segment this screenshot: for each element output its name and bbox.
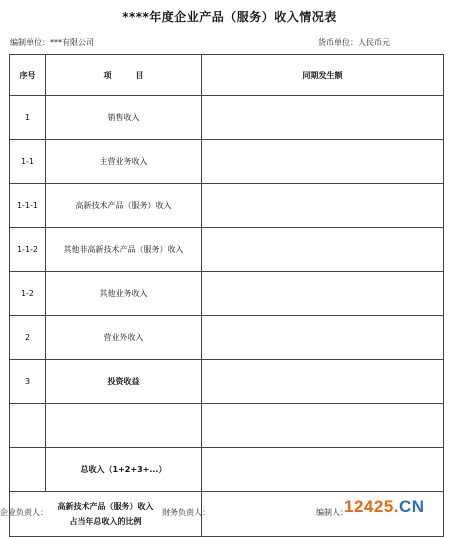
- row-seq: 1-1: [10, 140, 46, 184]
- site-watermark: [344, 497, 425, 517]
- row-item: 高新技术产品（服务）收入: [46, 184, 202, 228]
- table-row: [10, 360, 444, 404]
- ratio-label-line1: 高新技术产品（服务）收入: [57, 502, 154, 511]
- watermark-dot: .: [393, 497, 400, 516]
- document-title: ****年度企业产品（服务）收入情况表: [122, 10, 337, 24]
- watermark-suffix: CN: [399, 497, 425, 516]
- table-row: [10, 316, 444, 360]
- table-row: [10, 228, 444, 272]
- row-seq: 1: [10, 96, 46, 140]
- row-item: 销售收入: [46, 96, 202, 140]
- row-item: 总收入（1+2+3+...）: [46, 448, 202, 492]
- row-value[interactable]: [202, 228, 444, 272]
- row-value[interactable]: [202, 404, 444, 448]
- ratio-label-line2: 占当年总收入的比例: [69, 517, 142, 526]
- preparer-label: 编制人：: [316, 508, 348, 517]
- row-seq: 2: [10, 316, 46, 360]
- income-table: [9, 54, 444, 537]
- row-value[interactable]: [202, 360, 444, 404]
- table-row: [10, 448, 444, 492]
- row-item: 营业外收入: [46, 316, 202, 360]
- row-value[interactable]: [202, 140, 444, 184]
- row-value[interactable]: [202, 96, 444, 140]
- table-row: [10, 96, 444, 140]
- row-value[interactable]: [202, 184, 444, 228]
- row-item: 其他非高新技术产品（服务）收入: [46, 228, 202, 272]
- row-item: 投资收益: [46, 360, 202, 404]
- header-seq: 序号: [10, 55, 46, 96]
- row-item: 主营业务收入: [46, 140, 202, 184]
- row-value[interactable]: [202, 316, 444, 360]
- row-item: 其他业务收入: [46, 272, 202, 316]
- row-item: [46, 404, 202, 448]
- table-row: [10, 140, 444, 184]
- company-head-label: 企业负责人：: [0, 508, 48, 517]
- finance-head-label: 财务负责人：: [162, 508, 210, 517]
- row-seq: 1-1-2: [10, 228, 46, 272]
- preparing-unit-label: 编制单位：***有限公司: [10, 38, 94, 47]
- row-seq: [10, 448, 46, 492]
- row-seq: 1-1-1: [10, 184, 46, 228]
- row-seq: [10, 404, 46, 448]
- row-seq: 1-2: [10, 272, 46, 316]
- watermark-number: 12425: [344, 497, 394, 516]
- currency-unit-label: 货币单位：人民币元: [318, 38, 390, 47]
- row-value[interactable]: [202, 272, 444, 316]
- row-seq: 3: [10, 360, 46, 404]
- header-item: 项 目: [46, 55, 202, 96]
- header-value: 同期发生额: [202, 55, 444, 96]
- table-row: [10, 184, 444, 228]
- table-row: [10, 272, 444, 316]
- row-value[interactable]: [202, 448, 444, 492]
- table-row: [10, 404, 444, 448]
- table-header-row: [10, 55, 444, 96]
